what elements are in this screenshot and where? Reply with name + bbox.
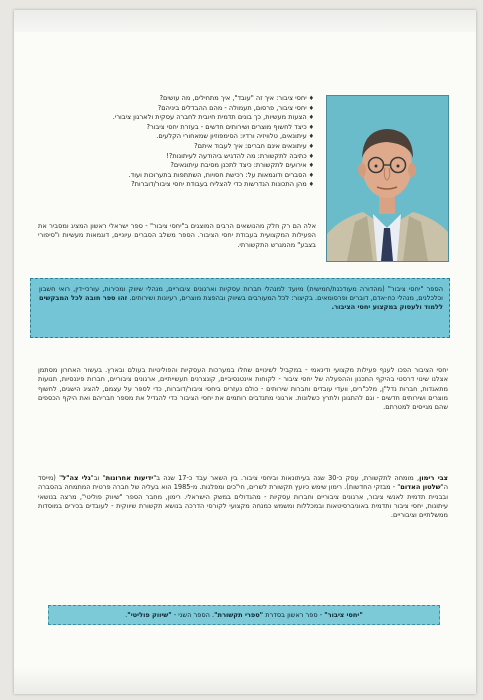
topic-item: ♦ מהן התכונות הנדרשות כדי להצליח בעבודת יחסי ציבור/דוברות? [38, 180, 314, 190]
series-book-title: "יחסי ציבור" [324, 611, 363, 619]
author-bio-part: , מומחה לתקשורת, עסק כ-30 שנה בעיתונאות וביחסי ציבור. בין השאר עבד כ-17 שנה ב" [153, 474, 420, 482]
author-bio-part: " וב" [90, 474, 106, 482]
topic-item: ♦ הצעות מעשיות, כך בונים תדמית חיובית לחברה עסקית ולארגון ציבורי. [38, 113, 314, 123]
cover-bottom-wear [14, 666, 476, 694]
topic-item: ♦ כיצד לחשוף מוצרים ושירותים חדשים - בעזרת יחסי ציבור? [38, 123, 314, 133]
author-photo [326, 95, 449, 262]
second-book-title: "שיווק פוליטי" [127, 611, 172, 619]
author-bio [38, 474, 448, 520]
topic-item: ♦ כתיבה לתקשורת: מה להדגיש ביהודעה לעיתונות?! [38, 152, 314, 162]
topic-item: ♦ עיתונאים אינם חברים: איך לעבוד איתם? [38, 142, 314, 152]
author-portrait-illustration [327, 96, 448, 261]
topic-item: ♦ הסברים ודוגמאות על: רכישת חסויות, השתתפות בתערוכות ועוד. [38, 171, 314, 181]
series-note [49, 611, 439, 619]
topic-item: ♦ עיתונאים, טלוויזיה ורדיו: הסימפוזיון שמאחורי הקלעים. [38, 132, 314, 142]
topic-item: ♦ יחסי ציבור, פרסום, תעמולה - מהם ההבדלים ביניהם? [38, 104, 314, 114]
audience-highlight-box [30, 278, 450, 338]
audience-description: הספר "יחסי ציבור" (מהדורה מעודכנת/חמישית) מיועד למנהלי חברות עסקיות וארגונים ציבוריים, מנהלי שיווק ומכירות, עורכי-דין, רואי חשבון וכלכלנים, מנהלי כח-אדם, דוברים ופרסומאים. בקיצור: לכל המעורבים בשיווק ובהפצת מוצרים, רעיונות ושירותים. [39, 285, 443, 303]
series-note-box [48, 605, 440, 625]
cover-top-edge [14, 10, 476, 32]
series-text-part: . [125, 611, 128, 619]
radio-station-name: גלי צה"ל [62, 474, 91, 482]
audience-emphasis: זהו ספר חובה לכל המבקשים ללמוד ולעסוק במקצוע יחסי הציבור. [39, 294, 443, 312]
series-text-part: - ספר ראשון בסדרת [263, 611, 325, 619]
author-name: צבי רימון [419, 474, 448, 482]
topic-item: ♦ יחסי ציבור: איך זה "עובד", איך מתחילים, מה עושים? [38, 94, 314, 104]
industry-paragraph: יחסי הציבור הפכו לענף פעילות מקצועי ודינאמי - במקביל לשינויים שחלו במערכות העסקיות והפוליטיות בעולם ובארץ. בעשור האחרון מסתמן אצלנו שינוי דרסטי בהיקף התכנון וההפעלה של יחסי ציבור - לקוחות אינטנסיביים, קונצרנים תעשייתיים, ארגונים ציבוריים, חברות פיננסיות, תנועות מתאגדות, חברות נדל"ן, מלכ"רים, וועדי עובדים וחברות שירותים - כולם נעזרים ביחסי ציבור/דוברות, כדי לספר על עצמם, להציג הישגים, לחשוף מוצרים ושירותים חדשים - וגם להתגונן ולתרץ כשלונות. ארגוני מתנדבים רותמים את יחסי הציבור כדי להגדיל את מספר חבריהם ואת היקף הכספים שהם מגייסים למטרתם. [38, 366, 448, 412]
intro-paragraph: אלה הם רק חלק מהנושאים הרבים המוצגים ב"יחסי ציבור" - ספר ישראלי ראשון המציג ומסביר את הפעילות המקצועית בעבודת יחסי הציבור. הספר משלב הסברים עיוניים, דוגמאות מעשיות ו"סיפורי בצבע" מהמגרש התקשורתי. [38, 222, 316, 249]
audience-text [39, 285, 443, 313]
newspaper-name: ידיעות אחרונות [105, 474, 154, 482]
book-back-cover [14, 10, 476, 694]
series-text-part: . הספר השני - [171, 611, 215, 619]
author-bio-part: " - מבזקי החדשות). רימון שימש כיועץ תקשורת לשרים, חי"כים ומפלגות. מ-1985 הוא בעליה של חברה פרטית המתמחה בהסברה ובבניית תדמית לאנשי ציבור, ארגונים ציבוריים וחברות עסקיות - מהגדולים במשק הישראלי. רימון, מחבר הספר "שיווק פוליטי", מרצה בנושאי עיתונות, יחסי ציבור ותדמית באוניברסיטאות ובמכללות ומשמש כמנחה מקצועי לקורסי הדרכה בנושא תקשורת שיווקית - לעובדים בכירים במוסדות ממשלתיים וציבוריים. [38, 483, 448, 520]
program-name: שלטון האדום [400, 483, 441, 492]
topics-list [38, 94, 314, 190]
topic-item: ♦ אירועים לתקשורת: כיצד לתכנן מסיבת עיתונאים? [38, 161, 314, 171]
series-name: "ספרי תקשורת" [214, 611, 264, 619]
author-bio-part: " (מייסד ה" [38, 474, 448, 492]
